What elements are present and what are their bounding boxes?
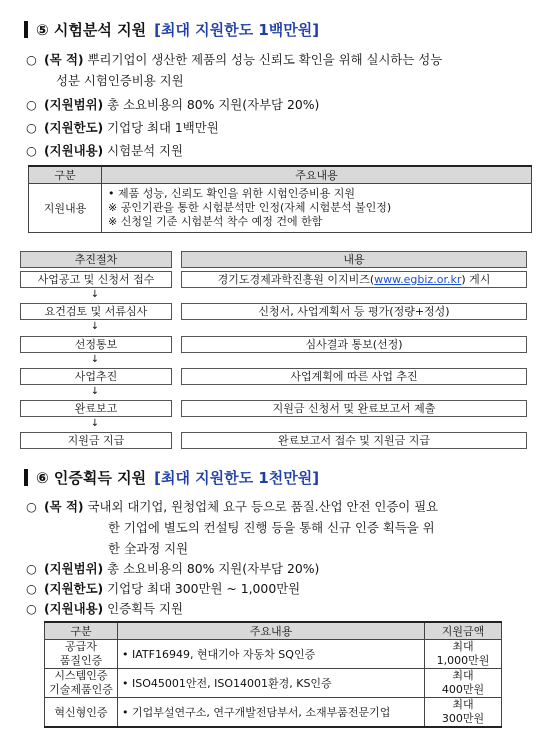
- limit-label: (지원한도): [44, 120, 104, 135]
- bullet-mark: ○: [26, 581, 37, 596]
- table-line: ※ 공인기관을 통한 시험분석만 인정(자체 시험분석 불인정): [108, 201, 392, 214]
- down-arrow-icon: ↓: [90, 418, 100, 429]
- section6-purpose: [26, 497, 438, 517]
- purpose-text: 국내외 대기업, 원청업체 요구 등으로 품질.산업 안전 인증이 필요: [87, 499, 439, 514]
- section5-scope: [26, 95, 319, 115]
- flow-step: 요건검토 및 서류심사: [20, 303, 172, 320]
- flow-content: 심사결과 통보(선정): [181, 336, 527, 353]
- flow-content: 지원금 신청서 및 완료보고서 제출: [181, 400, 527, 417]
- table-cell-amount: [425, 640, 502, 669]
- amount-line: 최대: [452, 640, 474, 653]
- bullet-mark: ○: [26, 97, 37, 112]
- limit-label: (지원한도): [44, 581, 104, 596]
- section-marker-bar: [24, 21, 28, 38]
- section5-title: ⑤ 시험분석 지원: [36, 20, 147, 39]
- table-row: [45, 698, 502, 728]
- section5-table: [28, 165, 532, 233]
- section6-table: [44, 621, 502, 728]
- amount-line: 300만원: [441, 712, 485, 725]
- table-cell-category: 지원내용: [29, 184, 102, 233]
- section-marker-bar: [24, 469, 28, 486]
- bullet-mark: ○: [26, 499, 37, 514]
- table-header-category: 구분: [45, 622, 118, 640]
- amount-line: 400만원: [441, 683, 485, 696]
- table-cell-content: • 기업부설연구소, 연구개발전담부서, 소재부품전문기업: [118, 698, 425, 728]
- section6-limit-row: [26, 579, 300, 599]
- category-line: 시스템인증: [54, 669, 108, 682]
- category-line: 품질인증: [59, 654, 103, 667]
- down-arrow-icon: ↓: [90, 386, 100, 397]
- category-line: 기술제품인증: [49, 683, 113, 696]
- down-arrow-icon: ↓: [90, 354, 100, 365]
- flow-step: 사업추진: [20, 368, 172, 385]
- flow-step: 사업공고 및 신청서 접수: [20, 271, 172, 288]
- section5-limit-row: [26, 118, 219, 138]
- bullet-mark: ○: [26, 120, 37, 135]
- table-line: ※ 신청일 기준 시험분석 착수 예정 건에 한함: [108, 215, 323, 228]
- table-cell-amount: [425, 669, 502, 698]
- egbiz-link[interactable]: www.egbiz.or.kr: [374, 273, 462, 286]
- section6-title: ⑥ 인증획득 지원: [36, 468, 147, 487]
- table-row: [45, 669, 502, 698]
- table-cell-amount: [425, 698, 502, 728]
- table-cell-category: [45, 669, 118, 698]
- table-header-content: 주요내용: [102, 166, 532, 184]
- flow-step: 완료보고: [20, 400, 172, 417]
- flow-content: 신청서, 사업계획서 등 평가(정량+정성): [181, 303, 527, 320]
- table-cell-category: 혁신형인증: [45, 698, 118, 728]
- flow-step: 지원금 지급: [20, 432, 172, 449]
- bullet-mark: ○: [26, 561, 37, 576]
- bullet-mark: ○: [26, 52, 37, 67]
- content-label: (지원내용): [44, 143, 104, 158]
- content-label: (지원내용): [44, 601, 104, 616]
- limit-text: 기업당 최대 300만원 ~ 1,000만원: [107, 581, 301, 596]
- table-cell-content: • ISO45001안전, ISO14001환경, KS인증: [118, 669, 425, 698]
- section6-header: [24, 466, 319, 488]
- flow-step: 선정통보: [20, 336, 172, 353]
- table-row: [45, 640, 502, 669]
- table-header-amount: 지원금액: [425, 622, 502, 640]
- section5-content-row: [26, 141, 183, 161]
- section5-header: [24, 18, 319, 40]
- purpose-continuation: 한 기업에 별도의 컨설팅 진행 등을 통해 신규 인증 획득을 위: [108, 520, 435, 535]
- flow-content: 완료보고서 접수 및 지원금 지급: [181, 432, 527, 449]
- purpose-label: (목 적): [44, 52, 84, 67]
- purpose-continuation: 한 全과정 지원: [108, 541, 189, 556]
- table-header-category: 구분: [29, 166, 102, 184]
- limit-text: 기업당 최대 1백만원: [107, 120, 219, 135]
- table-line: • 제품 성능, 신뢰도 확인을 위한 시험인증비용 지원: [108, 187, 355, 200]
- flow-content: [181, 271, 527, 288]
- purpose-text: 뿌리기업이 생산한 제품의 성능 신뢰도 확인을 위해 실시하는 성능: [87, 52, 443, 67]
- table-cell-content: [102, 184, 532, 233]
- amount-line: 최대: [452, 698, 474, 711]
- category-line: 공급자: [65, 640, 97, 653]
- amount-line: 최대: [452, 669, 474, 682]
- content-text: 시험분석 지원: [107, 143, 183, 158]
- purpose-label: (목 적): [44, 499, 84, 514]
- down-arrow-icon: ↓: [90, 289, 100, 300]
- table-header-content: 주요내용: [118, 622, 425, 640]
- section5-purpose: [26, 50, 442, 70]
- content-text: 인증획득 지원: [107, 601, 183, 616]
- section6-content-row: [26, 599, 183, 619]
- section6-limit: [최대 지원한도 1천만원]: [154, 468, 320, 487]
- scope-text: 총 소요비용의 80% 지원(자부담 20%): [107, 561, 320, 576]
- bullet-mark: ○: [26, 143, 37, 158]
- flow-content: 사업계획에 따른 사업 추진: [181, 368, 527, 385]
- table-cell-content: • IATF16949, 현대기아 자동차 SQ인증: [118, 640, 425, 669]
- flow-content-text: ) 게시: [461, 273, 491, 286]
- scope-label: (지원범위): [44, 561, 104, 576]
- flow-header-step: 추진절차: [20, 251, 172, 268]
- scope-text: 총 소요비용의 80% 지원(자부담 20%): [107, 97, 320, 112]
- scope-label: (지원범위): [44, 97, 104, 112]
- section5-limit: [최대 지원한도 1백만원]: [154, 20, 320, 39]
- section6-scope: [26, 559, 319, 579]
- down-arrow-icon: ↓: [90, 321, 100, 332]
- flow-header-content: 내용: [181, 251, 527, 268]
- purpose-continuation: 성분 시험인증비용 지원: [56, 73, 184, 88]
- amount-line: 1,000만원: [436, 654, 490, 667]
- bullet-mark: ○: [26, 601, 37, 616]
- table-cell-category: [45, 640, 118, 669]
- flow-content-text: 경기도경제과학진흥원 이지비즈(: [217, 273, 375, 286]
